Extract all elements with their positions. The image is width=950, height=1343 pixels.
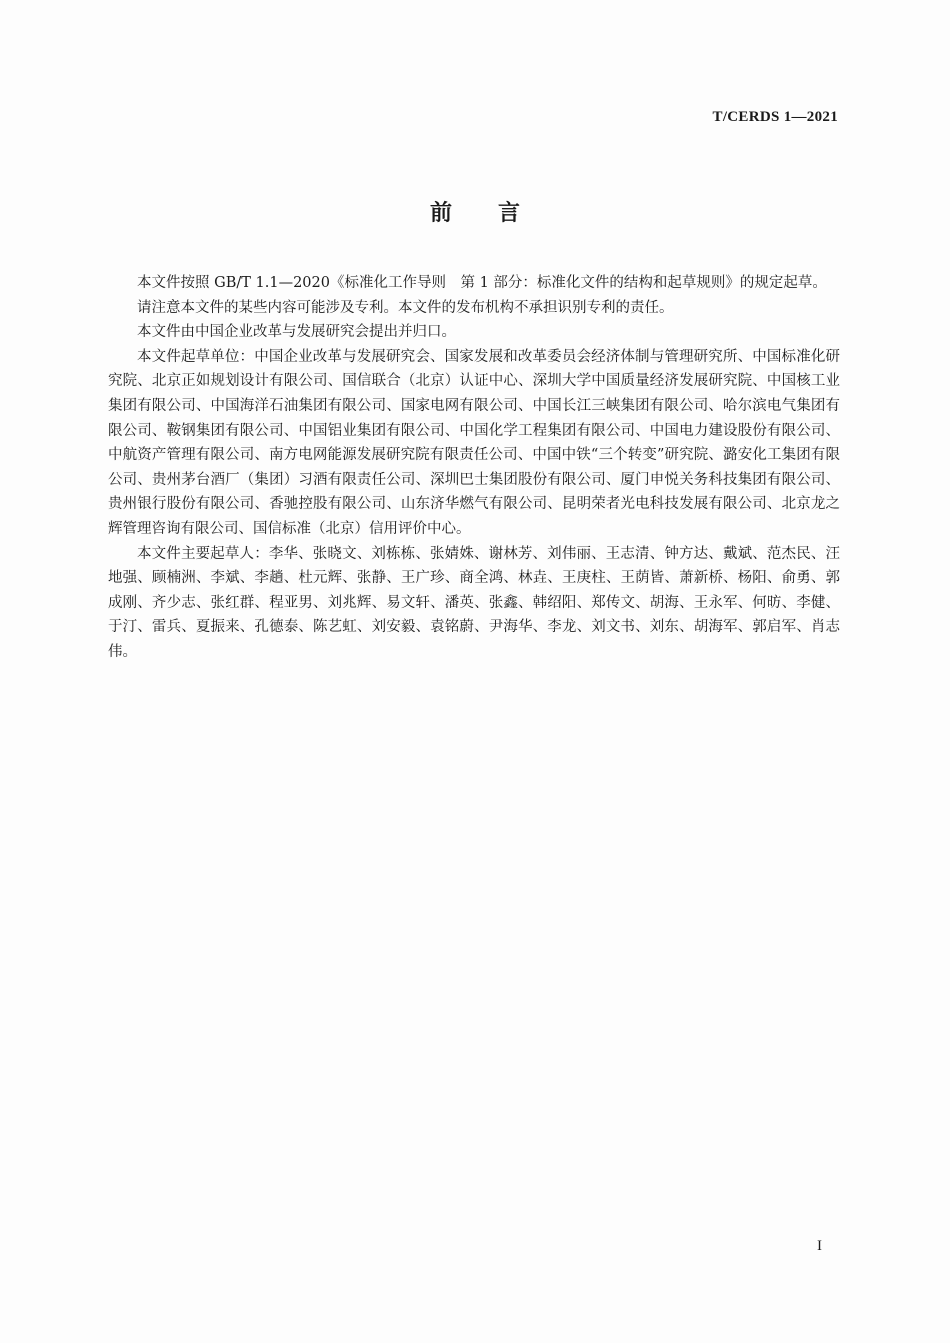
- paragraph-main-drafters: 本文件主要起草人：李华、张晓文、刘栋栋、张婧姝、谢林芳、刘伟丽、王志清、钟方达、戴斌、范杰民、汪地强、顾楠洲、李斌、李趟、杜元辉、张静、王广珍、商全鸿、林垚、王庚柱、王荫皆、萧新桥、杨阳、俞勇、郭成刚、齐少志、张红群、程亚男、刘兆辉、易文轩、潘英、张鑫、韩绍阳、郑传文、胡海、王永军、何昉、李健、于汀、雷兵、夏振来、孔德泰、陈艺虹、刘安毅、袁铭蔚、尹海华、李龙、刘文书、刘东、胡海军、郭启军、肖志伟。: [108, 545, 840, 660]
- page-number: I: [817, 1238, 822, 1254]
- paragraph-drafting-units: 本文件起草单位：中国企业改革与发展研究会、国家发展和改革委员会经济体制与管理研究所、中国标准化研究院、北京正如规划设计有限公司、国信联合（北京）认证中心、深圳大学中国质量经济发展研究院、中国核工业集团有限公司、中国海洋石油集团有限公司、国家电网有限公司、中国长江三峡集团有限公司、哈尔滨电气集团有限公司、鞍钢集团有限公司、中国铝业集团有限公司、中国化学工程集团有限公司、中国电力建设股份有限公司、中航资产管理有限公司、南方电网能源发展研究院有限责任公司、中国中铁“三个转变”研究院、潞安化工集团有限公司、贵州茅台酒厂（集团）习酒有限责任公司、深圳巴士集团股份有限公司、厦门申悦关务科技集团有限公司、贵州银行股份有限公司、香驰控股有限公司、山东济华燃气有限公司、昆明荣者光电科技发展有限公司、北京龙之辉管理咨询有限公司、国信标准（北京）信用评价中心。: [108, 348, 840, 537]
- document-code: T/CERDS 1—2021: [712, 109, 838, 125]
- paragraph-drafting-basis: 本文件按照 GB/T 1.1—2020《标准化工作导则 第 1 部分：标准化文件的结构和起草规则》的规定起草。: [137, 275, 827, 291]
- section-title: 前言: [429, 201, 566, 226]
- foreword-body: [108, 271, 840, 665]
- paragraph-patent-notice: 请注意本文件的某些内容可能涉及专利。本文件的发布机构不承担识别专利的责任。: [137, 299, 674, 316]
- paragraph-proposer: 本文件由中国企业改革与发展研究会提出并归口。: [137, 324, 456, 341]
